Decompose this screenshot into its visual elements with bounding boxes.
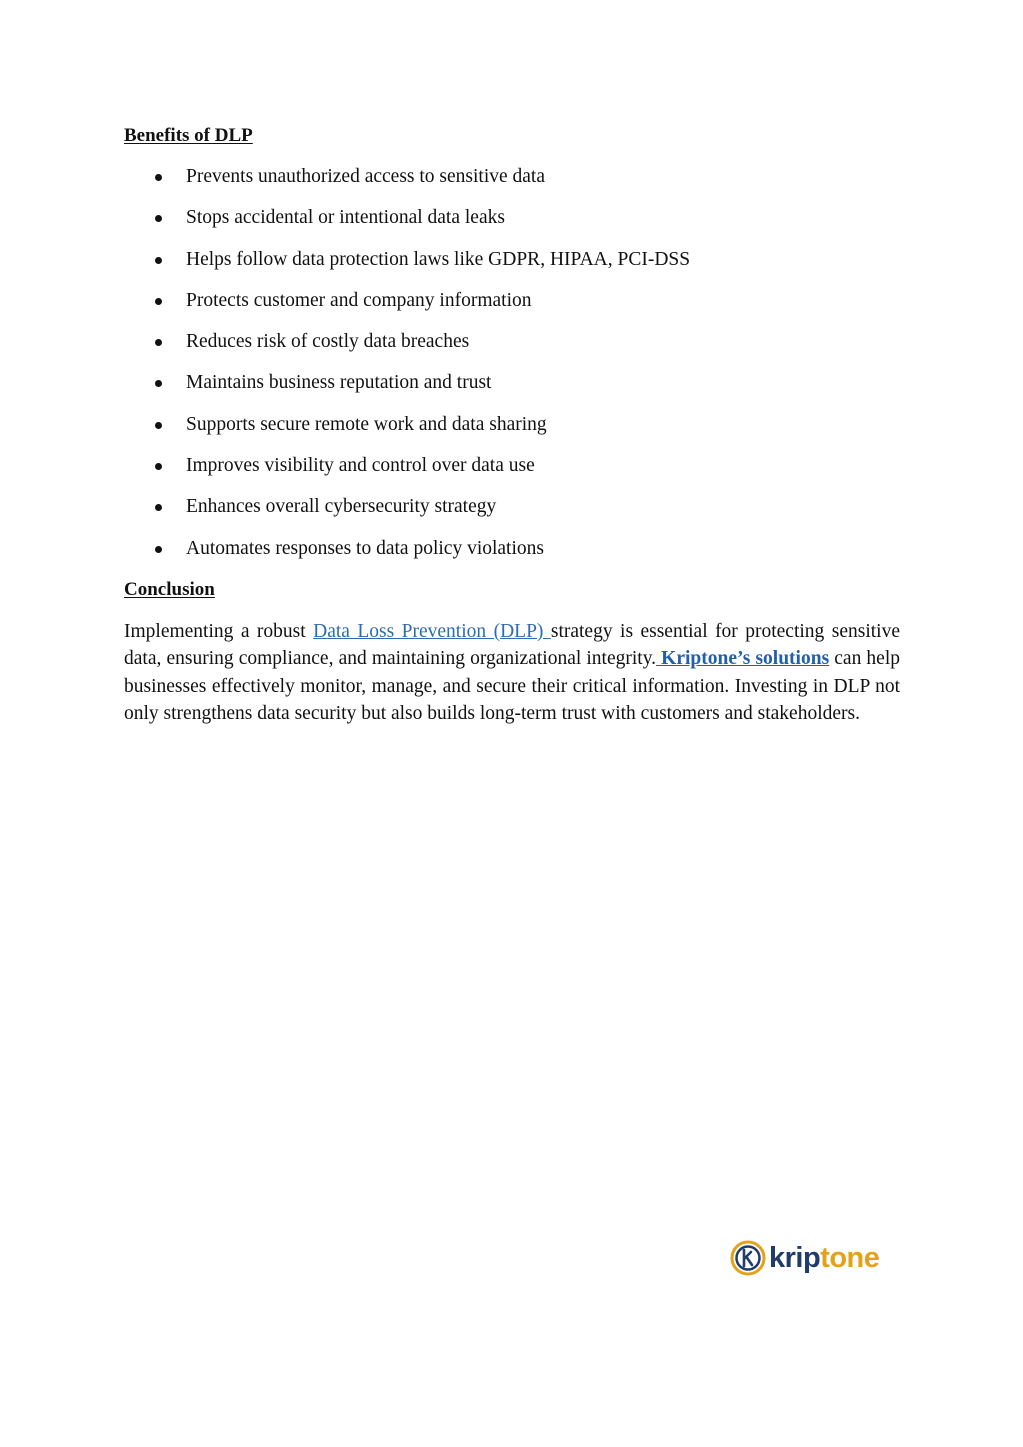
conclusion-text: can help businesses effectively monitor, manage, and secure their critical information. Investing in DLP not only strengthens data security but also builds long-term trust with customers and stakeholders. — [124, 648, 900, 725]
list-item-text: Improves visibility and control over data use — [186, 455, 535, 477]
list-item — [124, 535, 900, 576]
list-item — [124, 328, 900, 369]
kriptone-logo — [730, 1236, 900, 1280]
conclusion-text: Implementing a robust — [124, 620, 314, 642]
bullet-icon — [155, 174, 162, 181]
list-item — [124, 204, 900, 245]
list-item-text: Automates responses to data policy violations — [186, 537, 544, 559]
list-item — [124, 452, 900, 493]
list-item-text: Stops accidental or intentional data leaks — [186, 207, 505, 229]
kriptone-solutions-link[interactable]: Kriptone’s solutions — [656, 648, 830, 670]
list-item — [124, 411, 900, 452]
bullet-icon — [155, 215, 162, 222]
list-item-text: Maintains business reputation and trust — [186, 372, 492, 394]
conclusion-text: strategy is essential for protecting sensitive data, ensuring compliance, and maintaining organizational integrity. — [124, 620, 900, 670]
list-item — [124, 493, 900, 534]
benefits-list — [124, 163, 900, 576]
list-item — [124, 246, 900, 287]
bullet-icon — [155, 380, 162, 387]
list-item — [124, 287, 900, 328]
list-item-text: Protects customer and company information — [186, 289, 532, 311]
bullet-icon — [155, 546, 162, 553]
kriptone-k-logo-icon — [730, 1240, 766, 1276]
conclusion-heading: Conclusion — [124, 578, 215, 600]
conclusion-paragraph — [124, 618, 900, 728]
bullet-icon — [155, 339, 162, 346]
bullet-icon — [155, 463, 162, 470]
list-item-text: Supports secure remote work and data sharing — [186, 413, 547, 435]
bullet-icon — [155, 422, 162, 429]
list-item-text: Helps follow data protection laws like GDPR, HIPAA, PCI-DSS — [186, 248, 691, 270]
logo-text-gold: tone — [820, 1241, 880, 1274]
bullet-icon — [155, 504, 162, 511]
list-item-text: Reduces risk of costly data breaches — [186, 331, 470, 353]
page-content — [124, 122, 900, 728]
list-item — [124, 163, 900, 204]
logo-wordmark — [769, 1241, 880, 1274]
bullet-icon — [155, 298, 162, 305]
list-item-text: Enhances overall cybersecurity strategy — [186, 496, 497, 518]
dlp-link[interactable]: Data Loss Prevention (DLP) — [313, 620, 551, 642]
benefits-heading: Benefits of DLP — [124, 125, 253, 146]
list-item — [124, 369, 900, 410]
logo-text-dark: krip — [769, 1241, 821, 1274]
list-item-text: Prevents unauthorized access to sensitive data — [186, 166, 546, 187]
bullet-icon — [155, 257, 162, 264]
